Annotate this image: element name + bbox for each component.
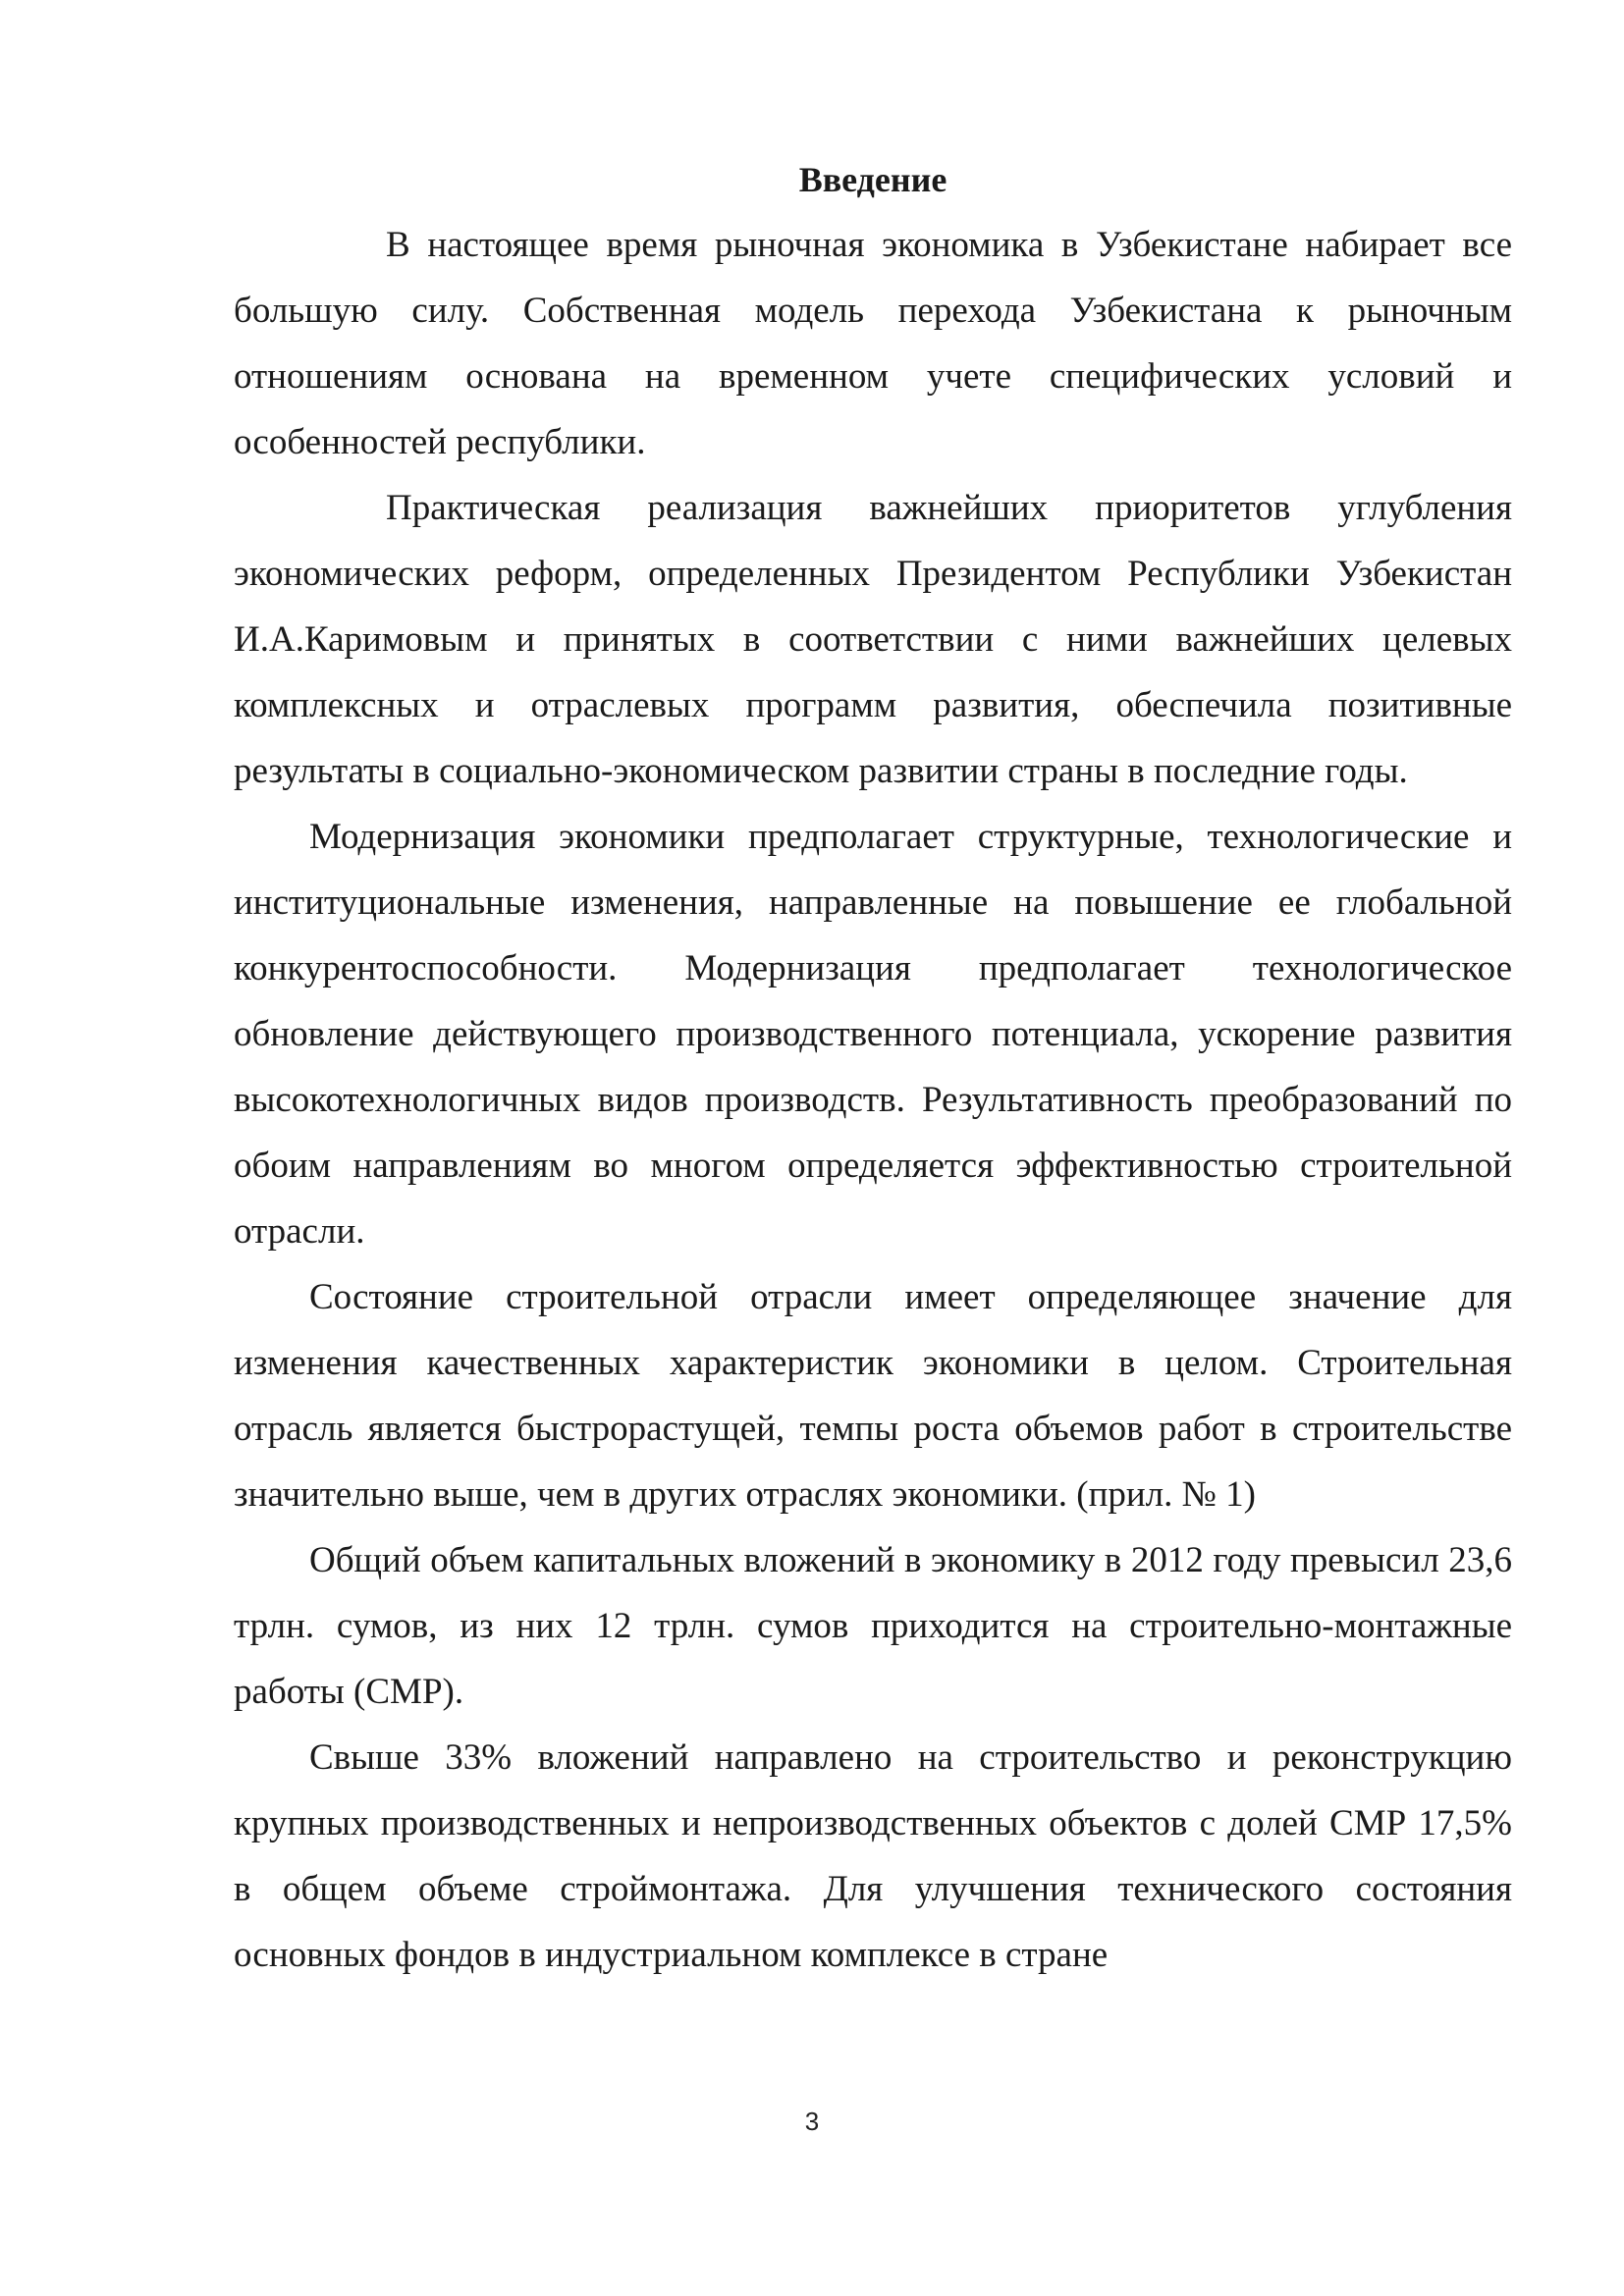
paragraph-reform-priorities: Практическая реализация важнейших приоритетов углубления экономических реформ, определенных Президентом Республики Узбекистан И.А.Каримовым и принятых в соответствии с ними важнейших целевых комплексных и отраслевых программ развития, обеспечила позитивные результаты в социально-экономическом развитии страны в последние годы.: [234, 488, 1512, 791]
page-number: 3: [804, 2107, 820, 2136]
section-heading: Введение: [798, 160, 947, 199]
paragraph-construction-industry: Состояние строительной отрасли имеет определяющее значение для изменения качественных характеристик экономики в целом. Строительная отрасль является быстрорастущей, темпы роста объемов работ в строительстве значительно выше, чем в других отраслях экономики. (прил. № 1): [234, 1277, 1512, 1515]
body-text: [234, 147, 1512, 1988]
paragraph-market-economy: В настоящее время рыночная экономика в Узбекистане набирает все большую силу. Собственная модель перехода Узбекистана к рыночным отношениям основана на временном учете специфических условий и особенностей республики.: [234, 225, 1512, 462]
paragraph-modernization: Модернизация экономики предполагает структурные, технологические и институциональные изменения, направленные на повышение ее глобальной конкурентоспособности. Модернизация предполагает технологическое обновление действующего производственного потенциала, ускорение развития высокотехнологичных видов производств. Результативность преобразований по обоим направлениям во многом определяется эффективностью строительной отрасли.: [234, 817, 1512, 1252]
paragraph-investment-share: Свыше 33% вложений направлено на строительство и реконструкцию крупных производственных и непроизводственных объектов с долей СМР 17,5% в общем объеме строймонтажа. Для улучшения технического состояния основных фондов в индустриальном комплексе в стране: [234, 1737, 1512, 1975]
paragraph-capital-investment: Общий объем капитальных вложений в экономику в 2012 году превысил 23,6 трлн. сумов, из них 12 трлн. сумов приходится на строительно-монтажные работы (СМР).: [234, 1540, 1512, 1712]
